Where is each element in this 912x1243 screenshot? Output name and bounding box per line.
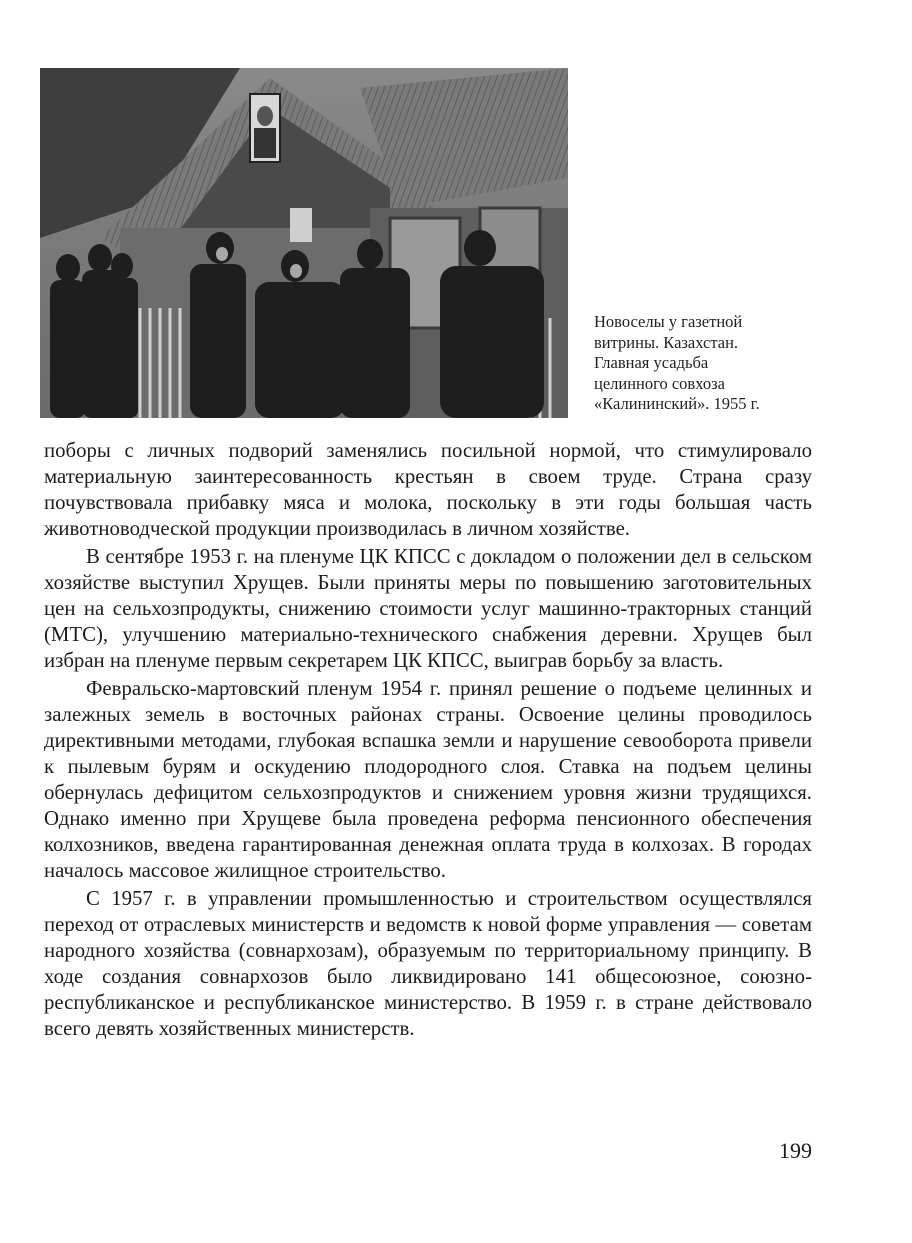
historical-photo (40, 68, 568, 418)
caption-line: «Калининский». 1955 г. (594, 394, 760, 413)
page-number: 199 (779, 1138, 812, 1163)
caption-line: витрины. Казахстан. (594, 332, 739, 352)
caption-line: Новоселы у газетной (594, 312, 743, 331)
caption-line: целинного совхоза (594, 373, 725, 393)
paragraph: Февральско-мартовский пленум 1954 г. принял решение о подъеме целинных и залежных земель в восточных районах страны. Освоение целины проводилось директивными методами, глубокая вспашка земли и нарушение севооборота привели к пылевым бурям и оскудению плодородного слоя. Ставка на подъем целины обернулась дефицитом сельхозпродуктов и снижением уровня жизни трудящихся. Однако именно при Хрущеве была проведена реформа пенсионного обеспечения колхозников, введена гарантированная денежная оплата труда в колхозах. В городах началось массовое жилищное строительство. (44, 677, 812, 882)
photo-caption (594, 312, 824, 415)
caption-line: Главная усадьба (594, 353, 709, 372)
photo-illustration (40, 68, 568, 418)
paragraph: поборы с личных подворий заменялись посильной нормой, что стимулировало материальную заинтересованность крестьян в своем труде. Страна сразу почувствовала прибавку мяса и молока, поскольку в эти годы большая часть животноводческой продукции производилась в личном хозяйстве. (44, 439, 812, 540)
paragraph: С 1957 г. в управлении промышленностью и строительством осуществлялся переход от отраслевых министерств и ведомств к новой форме управления — советам народного хозяйства (совнархозам), образуемым по территориальному принципу. В ходе создания совнархозов было ликвидировано 141 общесоюзное, союзно-республиканское и республиканское министерство. В 1959 г. в стране действовало всего девять хозяйственных министерств. (44, 887, 812, 1040)
body-text (44, 438, 812, 1042)
paragraph: В сентябре 1953 г. на пленуме ЦК КПСС с докладом о положении дел в сельском хозяйстве выступил Хрущев. Были приняты меры по повышению заготовительных цен на сельхозпродукты, снижению стоимости услуг машинно-тракторных станций (МТС), улучшению материально-технического снабжения деревни. Хрущев был избран на пленуме первым секретарем ЦК КПСС, выиграв борьбу за власть. (44, 545, 812, 672)
